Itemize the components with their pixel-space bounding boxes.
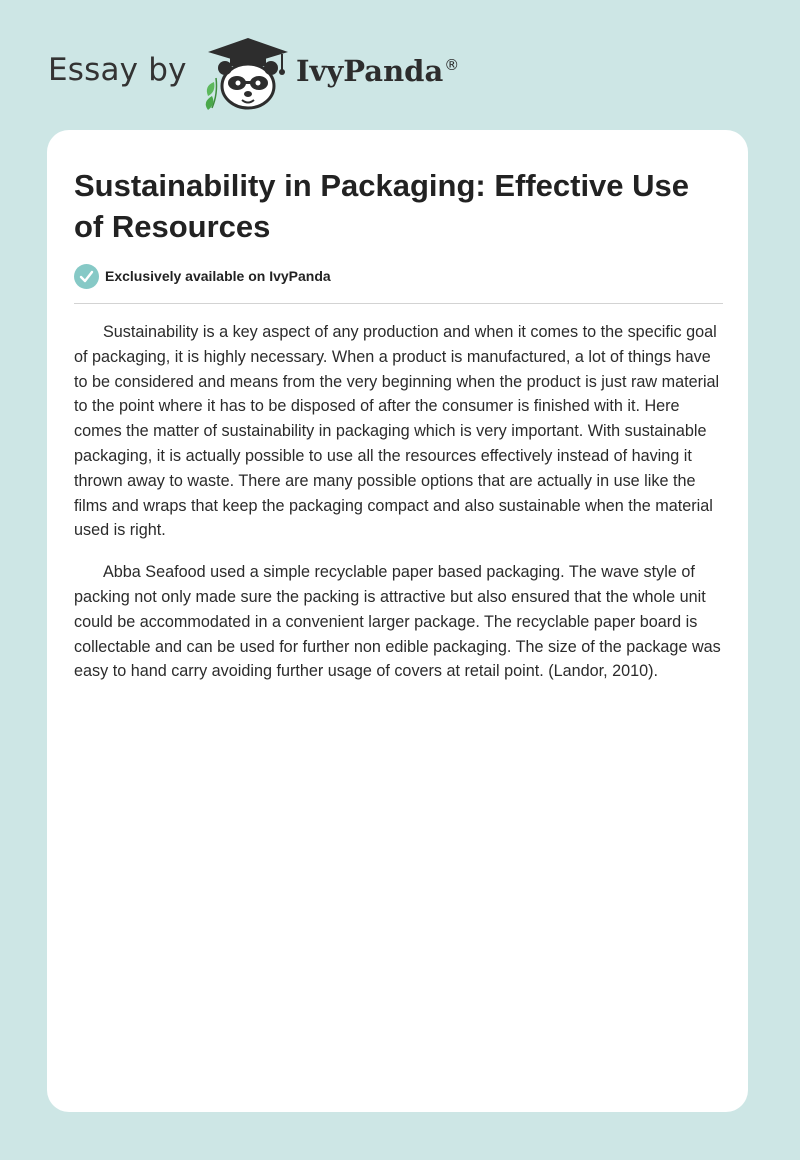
essay-card [47,130,748,1112]
site-header [48,34,508,110]
registered-mark: ® [444,56,460,74]
paragraph: Abba Seafood used a simple recyclable paper based packaging. The wave style of packing not only made sure the packing is attractive but also ensured that the whole unit could be accommodated in a convenient larger package. The recyclable paper board is collectable and can be used for further non edible packaging. The size of the package was easy to hand carry avoiding further usage of covers at retail point. (Landor, 2010). [74,563,721,681]
divider [74,303,723,304]
essay-by-label: Essay by [48,52,187,88]
essay-body [74,320,724,701]
exclusive-badge [74,263,331,289]
brand-name: IvyPanda® [296,54,460,88]
exclusive-label: Exclusively available on IvyPanda [105,268,331,284]
check-circle-icon [74,264,99,289]
page-title: Sustainability in Packaging: Effective Use of Resources [74,168,690,244]
paragraph: Sustainability is a key aspect of any production and when it comes to the specific goal of packaging, it is highly necessary. When a product is manufactured, a lot of things have to be considered and means from the very beginning when the product is just raw material to the point where it has to be disposed of after the consumer is finished with it. Here comes the matter of sustainability in packaging which is very important. With sustainable packaging, it is actually possible to use all the resources effectively instead of having it thrown away to waste. There are many possible options that are actually in use like the films and wraps that keep the packaging compact and also sustainable when the material used is right. [74,323,720,540]
panda-graduate-logo-icon [200,34,290,110]
